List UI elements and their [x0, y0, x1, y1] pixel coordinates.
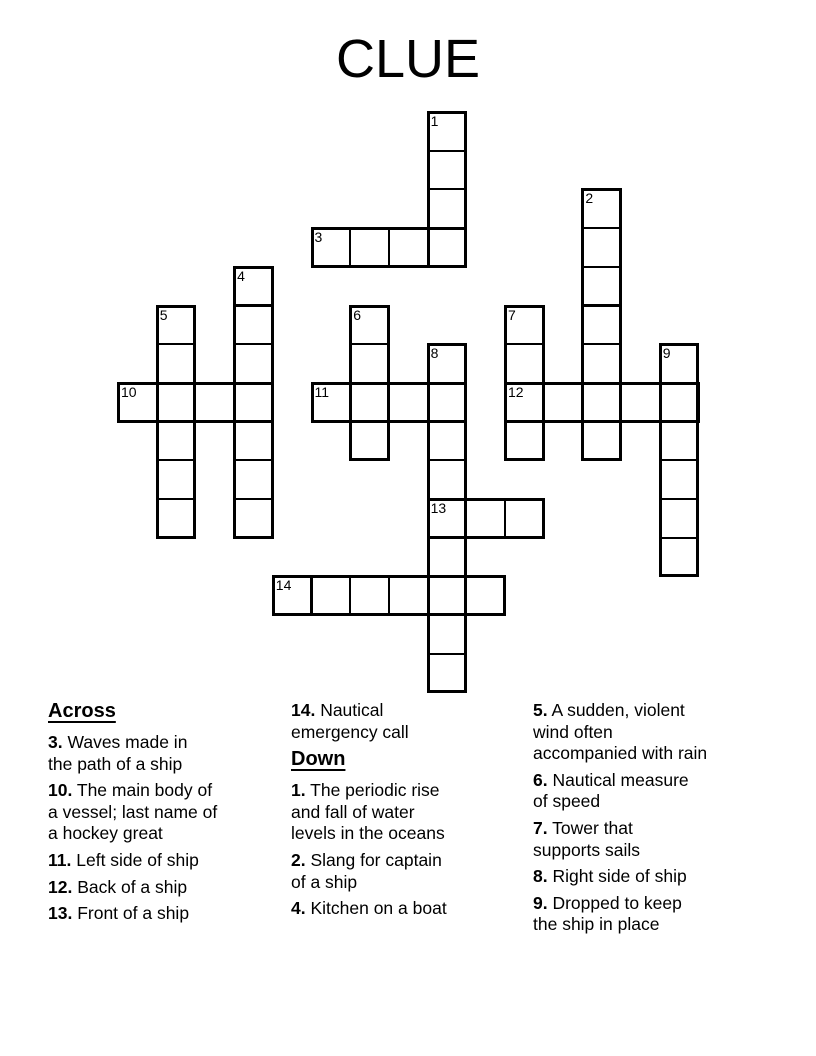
- grid-cell[interactable]: [659, 421, 700, 462]
- grid-cell[interactable]: [427, 382, 468, 423]
- cell-number-8: 8: [430, 345, 439, 362]
- grid-cell[interactable]: [427, 614, 468, 655]
- clue-number: 12.: [48, 876, 73, 897]
- grid-cell[interactable]: [388, 575, 429, 616]
- grid-cell[interactable]: [233, 459, 274, 500]
- clue-8: 8. Right side of ship: [533, 866, 687, 887]
- grid-cell[interactable]: [349, 227, 390, 268]
- grid-cell[interactable]: [427, 150, 468, 191]
- crossword-grid: [117, 111, 701, 695]
- cell-number-13: 13: [430, 500, 447, 516]
- grid-cell[interactable]: [543, 382, 584, 423]
- cell-number-9: 9: [662, 345, 671, 362]
- clue-11: 11. Left side of ship: [48, 849, 199, 870]
- clue-number: 11.: [48, 849, 72, 870]
- clue-column-2: [291, 700, 526, 925]
- grid-cell[interactable]: [233, 421, 274, 462]
- grid-cell[interactable]: [349, 421, 390, 462]
- clue-12: 12. Back of a ship: [48, 876, 188, 897]
- grid-cell[interactable]: [311, 575, 352, 616]
- clue-number: 13.: [48, 903, 73, 924]
- grid-cell[interactable]: [156, 343, 197, 384]
- clue-number: 1.: [291, 780, 306, 801]
- clue-14: 14. Nautical emergency call: [291, 700, 409, 742]
- grid-cell[interactable]: [349, 575, 390, 616]
- grid-cell[interactable]: [620, 382, 661, 423]
- grid-cell[interactable]: [233, 343, 274, 384]
- grid-cell[interactable]: [156, 421, 197, 462]
- grid-cell[interactable]: [659, 537, 700, 578]
- cell-number-6: 6: [353, 306, 361, 323]
- grid-cell[interactable]: [233, 498, 274, 539]
- cell-number-5: 5: [159, 306, 168, 323]
- grid-cell[interactable]: [427, 421, 468, 462]
- clue-3: 3. Waves made in the path of a ship: [48, 732, 188, 774]
- clue-6: 6. Nautical measure of speed: [533, 769, 689, 812]
- grid-cell[interactable]: [156, 498, 197, 539]
- cell-number-10: 10: [121, 383, 137, 400]
- cell-number-11: 11: [314, 383, 330, 400]
- grid-cell[interactable]: [349, 343, 390, 384]
- clue-9: 9. Dropped to keep the ship in place: [533, 892, 682, 935]
- grid-cell[interactable]: [427, 653, 468, 694]
- clue-number: 14.: [291, 700, 316, 720]
- clue-2: 2. Slang for captain of a ship: [291, 849, 442, 892]
- grid-cell[interactable]: [581, 266, 622, 307]
- cell-number-7: 7: [508, 306, 516, 323]
- grid-cell[interactable]: [581, 305, 622, 346]
- clue-number: 3.: [48, 732, 63, 752]
- clue-5: 5. A sudden, violent wind often accompanied with rain: [533, 700, 708, 764]
- clue-number: 5.: [533, 700, 548, 720]
- clue-10: 10. The main body of a vessel; last name of a hockey great: [48, 780, 218, 844]
- clue-heading-across: Across: [48, 700, 116, 722]
- grid-cell[interactable]: [465, 575, 506, 616]
- clue-number: 10.: [48, 780, 73, 801]
- clue-13: 13. Front of a ship: [48, 903, 190, 924]
- grid-cell[interactable]: [427, 188, 468, 229]
- grid-cell[interactable]: [581, 421, 622, 462]
- grid-cell[interactable]: [233, 382, 274, 423]
- cell-number-2: 2: [585, 190, 594, 207]
- clue-column-3: [533, 700, 783, 941]
- grid-cell[interactable]: [194, 382, 235, 423]
- grid-cell[interactable]: [504, 343, 545, 384]
- cell-number-1: 1: [430, 113, 439, 129]
- grid-cell[interactable]: [427, 575, 468, 616]
- clue-number: 8.: [533, 866, 548, 887]
- clue-column-1: [48, 700, 288, 930]
- clue-4: 4. Kitchen on a boat: [291, 898, 447, 919]
- grid-cell[interactable]: [581, 227, 622, 268]
- grid-cell[interactable]: [504, 498, 545, 539]
- grid-cell[interactable]: [581, 382, 622, 423]
- grid-cell[interactable]: [427, 227, 468, 268]
- clue-number: 4.: [291, 898, 306, 919]
- grid-cell[interactable]: [465, 498, 506, 539]
- grid-cell[interactable]: [349, 382, 390, 423]
- grid-cell[interactable]: [659, 459, 700, 500]
- clue-number: 6.: [533, 769, 548, 790]
- grid-cell[interactable]: [156, 382, 197, 423]
- clue-number: 7.: [533, 817, 548, 838]
- cell-number-3: 3: [314, 229, 323, 246]
- grid-cell[interactable]: [659, 382, 700, 423]
- clue-number: 9.: [533, 892, 548, 913]
- grid-cell[interactable]: [427, 459, 468, 500]
- page-title: CLUE: [335, 29, 481, 89]
- grid-cell[interactable]: [581, 343, 622, 384]
- grid-cell[interactable]: [233, 305, 274, 346]
- grid-cell[interactable]: [156, 459, 197, 500]
- grid-cell[interactable]: [659, 498, 700, 539]
- cell-number-12: 12: [508, 383, 524, 400]
- grid-cell[interactable]: [388, 227, 429, 268]
- clue-1: 1. The periodic rise and fall of water levels in the oceans: [291, 780, 445, 844]
- cell-number-14: 14: [275, 577, 292, 594]
- grid-cell[interactable]: [388, 382, 429, 423]
- grid-cell[interactable]: [427, 537, 468, 578]
- clue-number: 2.: [291, 849, 306, 870]
- grid-cell[interactable]: [504, 421, 545, 462]
- clue-7: 7. Tower that supports sails: [533, 817, 640, 860]
- clue-heading-down: Down: [291, 748, 346, 771]
- cell-number-4: 4: [237, 267, 245, 284]
